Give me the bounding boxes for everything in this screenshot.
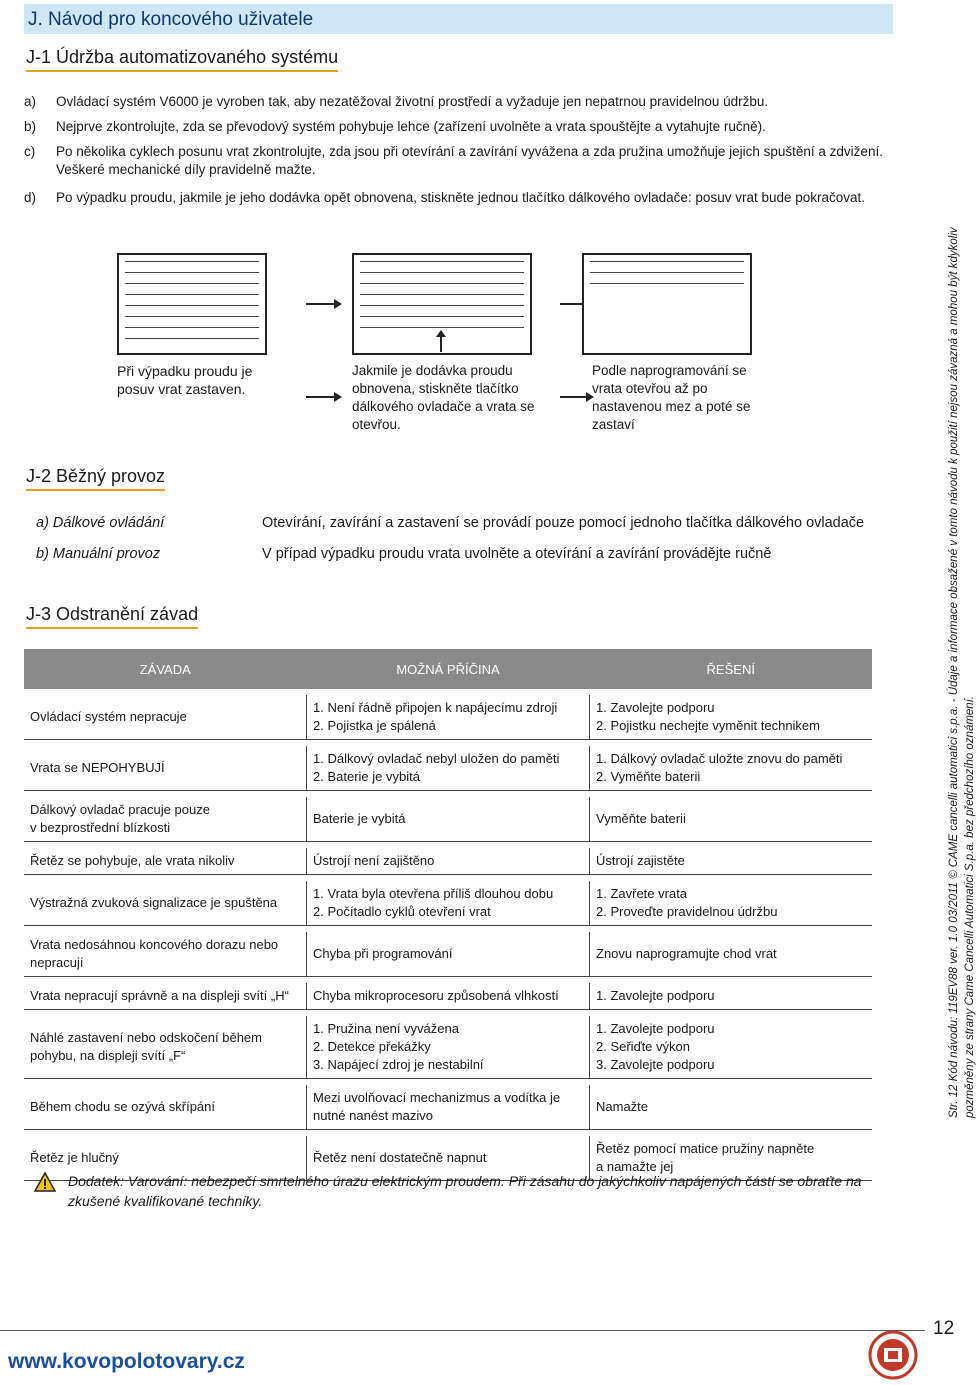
maintenance-item-d — [24, 189, 904, 229]
page-number: 12 — [933, 1318, 955, 1339]
item-label: a) — [24, 94, 37, 109]
fault-cell: Vrata nedosáhnou koncového dorazu nebo nepracují — [24, 932, 307, 977]
cause-cell: 1. Pružina není vyvážena 2. Detekce překážky 3. Napájecí zdroj je nestabilní — [307, 1016, 590, 1079]
column-header-cause: MOŽNÁ PŘÍČINA — [307, 649, 590, 689]
diagram-caption-1: Při výpadku proudu je posuv vrat zastaven. — [117, 363, 253, 397]
cause-cell: Řetěz není dostatečně napnut — [307, 1136, 590, 1181]
fault-cell: Během chodu se ozývá skřípání — [24, 1085, 307, 1130]
title-bar — [24, 4, 893, 34]
column-header-solution: ŘEŠENÍ — [590, 649, 873, 689]
item-label: d) — [24, 190, 37, 205]
website-link[interactable]: www.kovopolotovary.cz — [8, 1350, 245, 1373]
warning-note: Dodatek: Varování: nebezpečí smrtelného úrazu elektrickým proudem. Při zásahu do jakýchkoliv napájených částí se obraťte na zkušené kvalifikované techniky. — [68, 1173, 862, 1209]
page-title: J. Návod pro koncového uživatele — [28, 9, 314, 30]
table-row — [24, 1085, 872, 1130]
operation-label-manual: b) Manuální provoz — [36, 546, 161, 562]
operation-text-remote: Otevírání, zavírání a zastavení se provádí pouze pomocí jednoho tlačítka dálkového ovladače — [262, 515, 865, 531]
table-row — [24, 881, 872, 926]
fault-cell: Vrata nepracují správně a na displeji svítí „H“ — [24, 983, 307, 1010]
item-text: Po výpadku proudu, jakmile je jeho dodávka opět obnovena, stiskněte jednou tlačítko dálkového ovladače: posuv vrat bude pokračovat. — [56, 190, 866, 205]
maintenance-item-b — [24, 118, 904, 136]
table-row — [24, 848, 872, 875]
maintenance-item-c — [24, 143, 904, 183]
operation-label-remote: a) Dálkové ovládání — [36, 515, 165, 531]
item-label: b) — [24, 119, 37, 134]
solution-cell: Řetěz pomocí matice pružiny napněte a namažte jej — [590, 1136, 873, 1181]
table-row — [24, 932, 872, 977]
solution-cell: 1. Zavřete vrata 2. Proveďte pravidelnou údržbu — [590, 881, 873, 926]
cause-cell: Chyba při programování — [307, 932, 590, 977]
solution-cell: Znovu naprogramujte chod vrat — [590, 932, 873, 977]
fault-cell: Náhlé zastavení nebo odskočení během pohybu, na displeji svítí „F“ — [24, 1016, 307, 1079]
table-body — [24, 689, 872, 1181]
cause-cell: Baterie je vybitá — [307, 797, 590, 842]
item-text: Ovládací systém V6000 je vyroben tak, aby nezatěžoval životní prostředí a vyžaduje jen nepatrnou pravidelnou údržbu. — [56, 94, 769, 109]
section-title-operation: J-2 Běžný provoz — [26, 466, 165, 491]
fault-cell: Vrata se NEPOHYBUJÍ — [24, 746, 307, 791]
operation-text-manual: V případ výpadku proudu vrata uvolněte a otevírání a zavírání provádějte ručně — [262, 546, 772, 562]
cause-cell: Chyba mikroprocesoru způsobená vlhkostí — [307, 983, 590, 1010]
maintenance-item-a — [24, 93, 904, 111]
cause-cell: Ústrojí není zajištěno — [307, 848, 590, 875]
door-half-open-image — [117, 253, 267, 355]
troubleshooting-table — [24, 649, 872, 1181]
table-row — [24, 983, 872, 1010]
table-row — [24, 695, 872, 740]
fault-cell: Ovládací systém nepracuje — [24, 695, 307, 740]
arrow-right-icon — [306, 396, 336, 398]
solution-cell: Namažte — [590, 1085, 873, 1130]
section-title-maintenance: J-1 Údržba automatizovaného systému — [26, 47, 338, 72]
fault-cell: Řetěz je hlučný — [24, 1136, 307, 1181]
door-resumed-image — [352, 253, 532, 355]
sidebar-line-1: Str. 12 Kód návodu: 119EV88 ver. 1.0 03/2011 © CAME cancelli automatici s.p.a. - Údaje a informace obsažené v tomto návodu k použití nejsou závazná a mohou být kdykoliv — [948, 227, 960, 1118]
fault-cell: Výstražná zvuková signalizace je spuštěna — [24, 881, 307, 926]
diagram-caption-2: Jakmile je dodávka proudu obnovena, stiskněte tlačítko dálkového ovladače a vrata se otevřou. — [352, 363, 535, 432]
arrow-right-icon — [306, 303, 336, 305]
cause-cell: 1. Dálkový ovladač nebyl uložen do paměti 2. Baterie je vybitá — [307, 746, 590, 791]
door-open-image — [582, 253, 752, 355]
table-header-row — [24, 649, 872, 689]
fault-cell: Dálkový ovladač pracuje pouze v bezprostřední blízkosti — [24, 797, 307, 842]
cause-cell: 1. Vrata byla otevřena příliš dlouhou dobu 2. Počítadlo cyklů otevření vrat — [307, 881, 590, 926]
sidebar-line-2: pozměněny ze strany Came Cancelli Automatici S.p.a. bez předchozího oznámení. — [964, 695, 976, 1118]
arrow-right-icon — [560, 396, 588, 398]
item-text: Po několika cyklech posunu vrat zkontrolujte, zda jsou při otevírání a zavírání vyvážena a zda pružina umožňuje jejich spuštění a zdvižení. Veškeré mechanické díly pravidelně mažte. — [56, 144, 883, 177]
sidebar-legal-text — [946, 227, 978, 1118]
table-row — [24, 797, 872, 842]
solution-cell: 1. Dálkový ovladač uložte znovu do paměti 2. Vyměňte baterii — [590, 746, 873, 791]
solution-cell: 1. Zavolejte podporu 2. Pojistku nechejte vyměnit technikem — [590, 695, 873, 740]
cause-cell: 1. Není řádně připojen k napájecímu zdroji 2. Pojistka je spálená — [307, 695, 590, 740]
section-title-troubleshooting: J-3 Odstranění závad — [26, 604, 198, 629]
footer-divider — [0, 1330, 925, 1331]
item-label: c) — [24, 144, 36, 159]
arrow-up-icon — [440, 336, 442, 352]
diagram-caption-3: Podle naprogramování se vrata otevřou až po nastavenou mez a poté se zastaví — [592, 363, 751, 432]
solution-cell: Ústrojí zajistěte — [590, 848, 873, 875]
solution-cell: Vyměňte baterii — [590, 797, 873, 842]
solution-cell: 1. Zavolejte podporu — [590, 983, 873, 1010]
kovomat-logo-icon — [862, 1330, 924, 1380]
cause-cell: Mezi uvolňovací mechanizmus a vodítka je nutné nanést mazivo — [307, 1085, 590, 1130]
column-header-fault: ZÁVADA — [24, 649, 307, 689]
table-row — [24, 746, 872, 791]
warning-triangle-icon — [34, 1172, 56, 1192]
fault-cell: Řetěz se pohybuje, ale vrata nikoliv — [24, 848, 307, 875]
item-text: Nejprve zkontrolujte, zda se převodový systém pohybuje lehce (zařízení uvolněte a vrata spouštějte a vytahujte ručně). — [56, 119, 766, 134]
table-row — [24, 1016, 872, 1079]
solution-cell: 1. Zavolejte podporu 2. Seřiďte výkon 3. Zavolejte podporu — [590, 1016, 873, 1079]
